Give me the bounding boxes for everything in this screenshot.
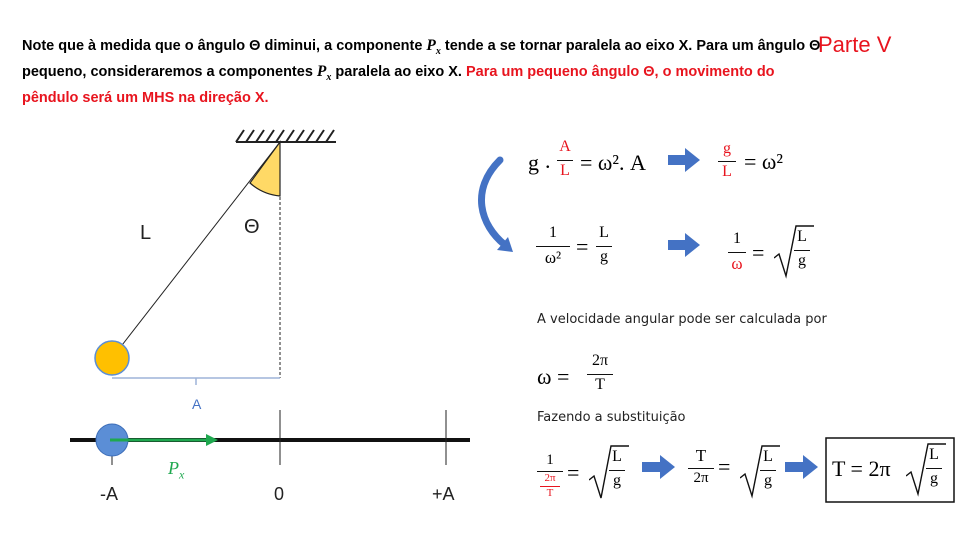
pendulum-bob xyxy=(95,341,129,375)
intro-part3: Para um ângulo Θ pequeno, consideraremos a componentes xyxy=(22,38,821,81)
amplitude-label: A xyxy=(192,396,202,412)
block-arrow-3 xyxy=(642,455,675,479)
equation-7: T 2π = L g xyxy=(688,444,788,504)
equation-5: ω = 2π T xyxy=(537,352,627,402)
equation-2: g L = ω² xyxy=(718,140,798,190)
ceiling-support xyxy=(236,130,336,142)
substitution-text: Fazendo a substituição xyxy=(537,410,686,425)
vector-label: $P_x$ xyxy=(168,458,185,482)
block-arrow-4 xyxy=(785,455,818,479)
intro-part5: Para um pequeno ângulo Θ, o movimento do pêndulo será um MHS na direção X. xyxy=(22,64,775,107)
angle-sector xyxy=(250,142,280,196)
curved-arrow xyxy=(481,160,505,245)
length-label: L xyxy=(140,222,152,244)
equation-1: g . A L = ω². A xyxy=(528,138,646,179)
intro-part4: paralela ao eixo X. xyxy=(331,64,466,81)
axis-label-minus-a: -A xyxy=(100,484,118,504)
angular-velocity-text: A velocidade angular pode ser calculada por xyxy=(537,312,827,327)
angle-label: Θ xyxy=(244,216,260,238)
axis-label-zero: 0 xyxy=(274,484,285,504)
equation-8-result: T = 2π L g xyxy=(832,442,952,500)
slide-title: Parte V xyxy=(818,32,892,57)
block-arrow-1 xyxy=(668,148,700,172)
px-symbol-2: $P_x$ xyxy=(316,63,332,84)
equation-6: 1 2π T = L g xyxy=(537,444,637,510)
intro-part1: Note que à medida que o ângulo Θ diminui, a componente xyxy=(22,38,427,54)
px-symbol: $P_x$ xyxy=(426,37,441,58)
block-arrow-2 xyxy=(668,233,700,257)
equation-3: 1 ω² = L g xyxy=(536,224,656,276)
axis-label-plus-a: +A xyxy=(432,484,455,504)
pendulum-string xyxy=(112,142,280,358)
intro-part2: tende a se tornar paralela ao eixo X. xyxy=(440,38,697,54)
equation-4: 1 ω = L g xyxy=(728,222,818,282)
